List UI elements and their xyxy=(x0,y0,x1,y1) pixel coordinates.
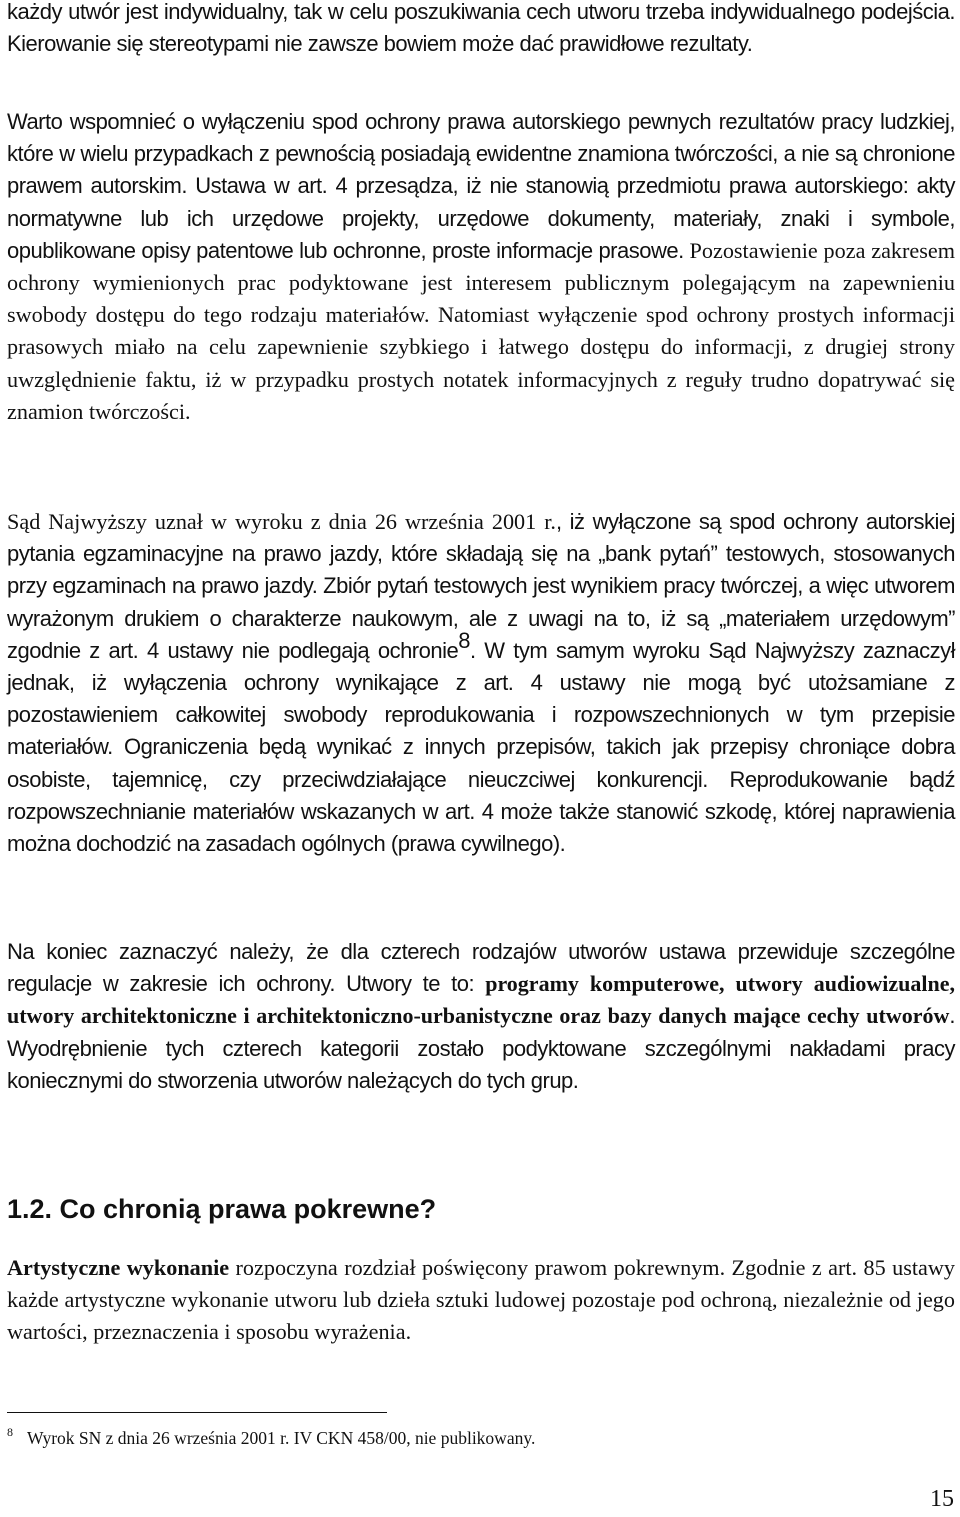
paragraph-court-a: Sąd Najwyższy uznał w wyroku z dnia 26 września 2001 r. xyxy=(7,509,556,534)
paragraph-categories-a: Na koniec zaznaczyć należy, że dla czterech rodzajów utworów ustawa przewiduje szczególne regulacje w zakresie ich ochrony. Utwory te to: xyxy=(7,939,955,997)
footnote-text: Wyrok SN z dnia 26 września 2001 r. IV CKN 458/00, nie publikowany. xyxy=(27,1428,536,1448)
page-number: 15 xyxy=(930,1486,954,1512)
paragraph-artistic-performance xyxy=(7,1252,955,1349)
footnote-mark: 8 xyxy=(7,1425,13,1439)
footnote-separator xyxy=(7,1412,387,1413)
paragraph-exclusions xyxy=(7,106,955,428)
paragraph-court-b: , iż wyłączone są spod ochrony autorskiej pytania egzaminacyjne na prawo jazdy, które składają się na „bank pytań” testowych, stosowanych przy egzaminach na prawo jazdy. Zbiór pytań testowych jest wynikiem pracy twórczej, a więc utworem wyrażonym drukiem o charakterze naukowym, ale z uwagi na to, iż są „materiałem urzędowym” zgodnie z art. 4 ustawy nie podlegają ochronie xyxy=(7,509,955,663)
paragraph-categories-c: . Wyodrębnienie tych czterech kategorii zostało podyktowane szczególnymi nakładami pracy koniecznymi do stworzenia utworów należących do tych grup. xyxy=(7,1003,955,1093)
footnote xyxy=(7,1427,535,1451)
paragraph-four-categories xyxy=(7,936,955,1097)
paragraph-supreme-court xyxy=(7,506,955,860)
paragraph-exclusions-serif: Pozostawienie poza zakresem ochrony wymienionych prac podyktowane jest interesem publicznym polegającym na zapewnieniu swobody dostępu do tego rodzaju materiałów. Natomiast wyłączenie spod ochrony prostych informacji prasowych miało na celu zapewnienie szybkiego i łatwego dostępu do informacji, z drugiej strony uwzględnienie faktu, iż w przypadku prostych notatek informacyjnych z reguły trudno dopatrywać się znamion twórczości. xyxy=(7,237,955,424)
paragraph-categories-bold: programy komputerowe, utwory audiowizualne, utwory architektoniczne i architektoniczno-urbanistyczne oraz bazy danych mające cechy utworów xyxy=(7,971,955,1029)
paragraph-artistic-rest: rozpoczyna rozdział poświęcony prawom pokrewnym. Zgodnie z art. 85 ustawy każde artystyczne wykonanie utworu lub dzieła sztuki ludowej pozostaje pod ochroną, niezależnie od jego wartości, przeznaczenia i sposobu wyrażenia. xyxy=(7,1255,955,1345)
paragraph-intro xyxy=(7,0,955,60)
footnote-ref-8: 8 xyxy=(458,628,470,654)
paragraph-intro-text: każdy utwór jest indywidualny, tak w celu poszukiwania cech utworu trzeba indywidualnego podejścia. Kierowanie się stereotypami nie zawsze bowiem może dać prawidłowe rezultaty. xyxy=(7,0,955,57)
section-heading: 1.2. Co chronią prawa pokrewne? xyxy=(7,1194,437,1224)
paragraph-artistic-bold: Artystyczne wykonanie xyxy=(7,1255,230,1280)
paragraph-court-c: . W tym samym wyroku Sąd Najwyższy zaznaczył jednak, iż wyłączenia ochrony wynikające z art. 4 ustawy nie mogą być utożsamiane z pozostawieniem całkowitej swobody reprodukowania i rozpowszechnionych w tym przepisie materiałów. Ograniczenia będą wynikać z innych przepisów, takich jak przepisy chroniące dobra osobiste, tajemnicę, czy przeciwdziałające nieuczciwej konkurencji. Reprodukowanie bądź rozpowszechnianie materiałów wskazanych w art. 4 może także stanowić szkodę, której naprawienia można dochodzić na zasadach ogólnych (prawa cywilnego). xyxy=(7,637,956,857)
paragraph-exclusions-sans: Warto wspomnieć o wyłączeniu spod ochrony prawa autorskiego pewnych rezultatów pracy ludzkiej, które w wielu przypadkach z pewnością posiadają ewidentne znamiona twórczości, a nie są chronione prawem autorskim. Ustawa w art. 4 przesądza, iż nie stanowią przedmiotu prawa autorskiego: akty normatywne lub ich urzędowe projekty, urzędowe dokumenty, materiały, znaki i symbole, opublikowane opisy patentowe lub ochronne, proste informacje prasowe. xyxy=(7,109,955,263)
